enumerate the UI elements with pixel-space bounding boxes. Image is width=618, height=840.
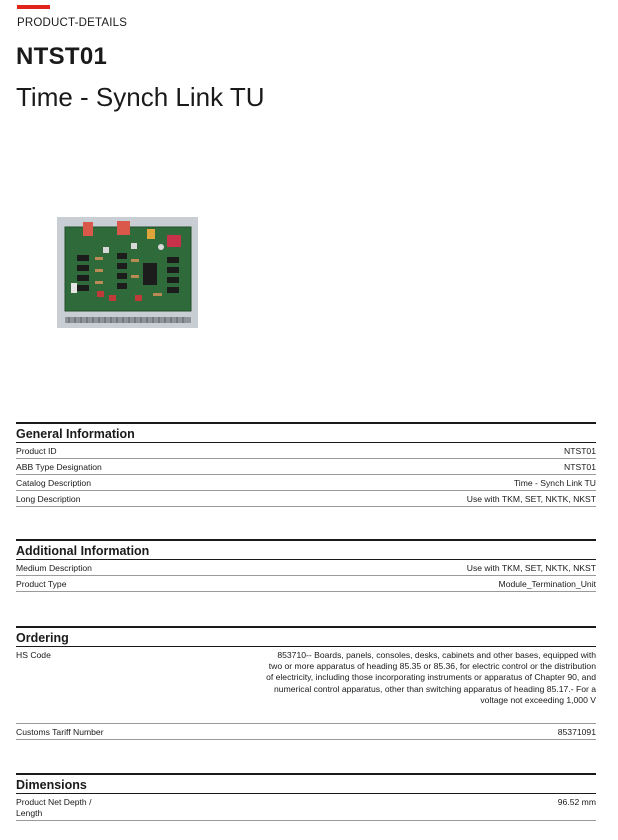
product-name-title: Time - Synch Link TU	[16, 82, 265, 112]
section-title: Ordering	[16, 626, 596, 647]
product-code-title: NTST01	[16, 43, 108, 70]
row-label: Long Description	[16, 494, 81, 504]
section-title: General Information	[16, 422, 596, 443]
row-value: Module_Termination_Unit	[498, 579, 596, 589]
row-value: NTST01	[564, 446, 596, 456]
row-value: 853710-- Boards, panels, consoles, desks, cabinets and other bases, equipped with two or more apparatus of heading 85.35 or 85.36, for electric control or the distribution of electricity, including those incorporating instruments or apparatus of Chapter 90, and numerical control apparatus, other than switching apparatus of heading 85.17.- For a voltage not exceeding 1,000 V	[266, 650, 596, 705]
table-row	[16, 491, 596, 507]
ordering-section	[16, 626, 596, 740]
table-row	[16, 560, 596, 576]
table-row	[16, 647, 596, 724]
row-label: Product Net Depth / Length	[16, 797, 92, 819]
row-label: Product Type	[16, 579, 67, 589]
row-label: Product ID	[16, 446, 57, 456]
row-label: HS Code	[16, 650, 51, 660]
general-information-section	[16, 422, 596, 507]
row-value: 96.52 mm	[557, 797, 596, 807]
additional-information-section	[16, 539, 596, 592]
row-value: Use with TKM, SET, NKTK, NKST	[466, 563, 596, 573]
section-title: Additional Information	[16, 539, 596, 560]
dimensions-section	[16, 773, 596, 821]
section-title: Dimensions	[16, 773, 596, 794]
row-value: 85371091	[557, 727, 596, 737]
table-row	[16, 459, 596, 475]
row-label: Catalog Description	[16, 478, 91, 488]
row-value: Use with TKM, SET, NKTK, NKST	[466, 494, 596, 504]
brand-accent-bar	[17, 5, 50, 9]
table-row	[16, 794, 596, 821]
table-row	[16, 443, 596, 459]
table-row	[16, 475, 596, 491]
page-eyebrow: PRODUCT-DETAILS	[17, 17, 128, 29]
row-label: ABB Type Designation	[16, 462, 102, 472]
table-row	[16, 724, 596, 740]
row-label: Medium Description	[16, 563, 92, 573]
circuit-board-icon	[57, 217, 198, 328]
row-value: Time - Synch Link TU	[513, 478, 596, 488]
table-row	[16, 576, 596, 592]
row-value: NTST01	[564, 462, 596, 472]
row-label: Customs Tariff Number	[16, 727, 104, 737]
